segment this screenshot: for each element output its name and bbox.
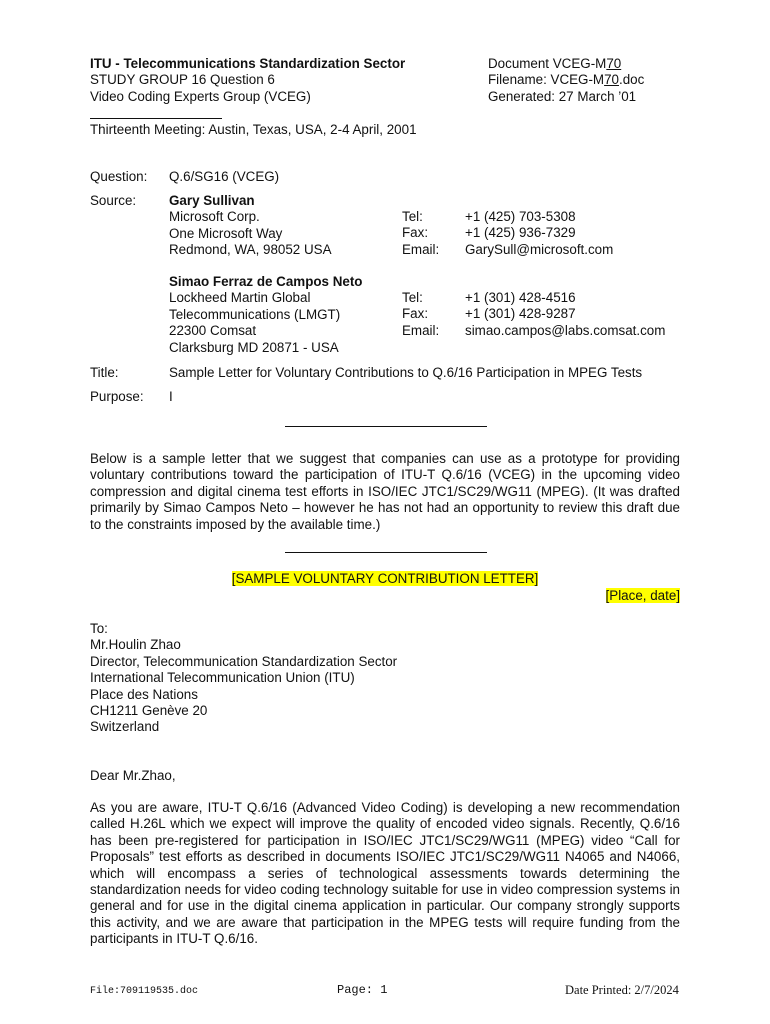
letter-body: As you are aware, ITU-T Q.6/16 (Advanced Video Coding) is developing a new recommendation called H.26L which we expect will improve the quality of encoded video signals. Recently, Q.6/16 has been pre-registered for participation in ISO/IEC JTC1/SC29/WG11 (MPEG) video “Call for Proposals” test efforts as described in documents ISO/IEC JTC1/SC29/WG11 N4065 and N4066, which will encompass a series of technological assessments towards determining the standardization needs for video coding technology suitable for use in video compression systems in general and for use in the digital cinema application in particular. Our company strongly supports this activity, and we are aware that participation in the MPEG tests will require funding from the participants in ITU-T Q.6/16. xyxy=(90,800,680,947)
tel-value: +1 (425) 703-5308 xyxy=(465,209,576,224)
filename: Filename: VCEG-M70.doc xyxy=(488,72,645,87)
source-line: Telecommunications (LMGT) xyxy=(169,306,341,322)
purpose-label: Purpose: xyxy=(90,389,144,404)
source-line: Microsoft Corp. xyxy=(169,209,260,225)
address-line: Switzerland xyxy=(90,719,160,735)
fax-value: +1 (301) 428-9287 xyxy=(465,306,576,322)
footer-date: Date Printed: 2/7/2024 xyxy=(565,983,679,997)
address-line: Place des Nations xyxy=(90,686,198,702)
source-line: Clarksburg MD 20871 - USA xyxy=(169,339,339,355)
place-date: [Place, date] xyxy=(605,588,680,603)
address-line: International Telecommunication Union (ITU) xyxy=(90,670,355,686)
source-line: 22300 Comsat xyxy=(169,323,257,339)
fax-label: Fax: xyxy=(402,225,429,241)
source-label: Source: xyxy=(90,193,137,208)
salutation: Dear Mr.Zhao, xyxy=(90,768,176,783)
purpose-value: I xyxy=(169,389,173,404)
document-number: Document VCEG-M70 xyxy=(488,56,622,71)
study-group: STUDY GROUP 16 Question 6 xyxy=(90,72,275,87)
letter-heading: [SAMPLE VOLUNTARY CONTRIBUTION LETTER] xyxy=(231,571,539,586)
question-value: Q.6/SG16 (VCEG) xyxy=(169,169,280,184)
letter-heading-row xyxy=(90,571,680,587)
contact-labels-2 xyxy=(402,290,439,339)
address-line: Director, Telecommunication Standardization Sector xyxy=(90,653,398,669)
tel-label: Tel: xyxy=(402,290,423,305)
tel-label: Tel: xyxy=(402,209,423,224)
title-value: Sample Letter for Voluntary Contributions to Q.6/16 Participation in MPEG Tests xyxy=(169,365,643,380)
section-divider xyxy=(285,552,487,553)
source-block-2 xyxy=(169,274,362,356)
tel-value: +1 (301) 428-4516 xyxy=(465,290,576,305)
fax-value: +1 (425) 936-7329 xyxy=(465,225,576,241)
generated-date: Generated: 27 March ’01 xyxy=(488,89,637,104)
address-line: To: xyxy=(90,621,108,636)
recipient-address xyxy=(90,621,397,736)
email-value: simao.campos@labs.comsat.com xyxy=(465,322,666,338)
email-value: GarySull@microsoft.com xyxy=(465,241,614,257)
contact-labels-1 xyxy=(402,209,439,258)
org-name: ITU - Telecommunications Standardization Sector xyxy=(90,56,406,71)
source-line: One Microsoft Way xyxy=(169,225,283,241)
title-label: Title: xyxy=(90,365,119,380)
source-line: Lockheed Martin Global xyxy=(169,290,311,306)
contact-values-1 xyxy=(465,209,613,258)
section-divider xyxy=(285,426,487,427)
intro-paragraph: Below is a sample letter that we suggest that companies can use as a prototype for providing voluntary contributions toward the participation of ITU-T Q.6/16 (VCEG) in the upcoming video compression and digital cinema test efforts in ISO/IEC JTC1/SC29/WG11 (MPEG). (It was drafted primarily by Simao Campos Neto – however he has not had an opportunity to review this draft due to the constraints imposed by the available time.) xyxy=(90,451,680,532)
source-line: Redmond, WA, 98052 USA xyxy=(169,242,332,258)
meeting-line: Thirteenth Meeting: Austin, Texas, USA, 2-4 April, 2001 xyxy=(90,122,417,137)
header-divider xyxy=(90,118,222,119)
question-label: Question: xyxy=(90,169,148,184)
source-name: Simao Ferraz de Campos Neto xyxy=(169,274,363,289)
email-label: Email: xyxy=(402,322,440,338)
address-line: Mr.Houlin Zhao xyxy=(90,637,181,653)
footer-file: File:709119535.doc xyxy=(90,986,199,997)
place-date-row xyxy=(90,588,680,604)
source-block-1 xyxy=(169,193,332,259)
fax-label: Fax: xyxy=(402,306,429,322)
source-name: Gary Sullivan xyxy=(169,193,255,208)
vceg-group: Video Coding Experts Group (VCEG) xyxy=(90,89,311,104)
footer-page: Page: 1 xyxy=(337,983,388,997)
email-label: Email: xyxy=(402,241,440,257)
address-line: CH1211 Genève 20 xyxy=(90,703,208,719)
contact-values-2 xyxy=(465,290,665,339)
